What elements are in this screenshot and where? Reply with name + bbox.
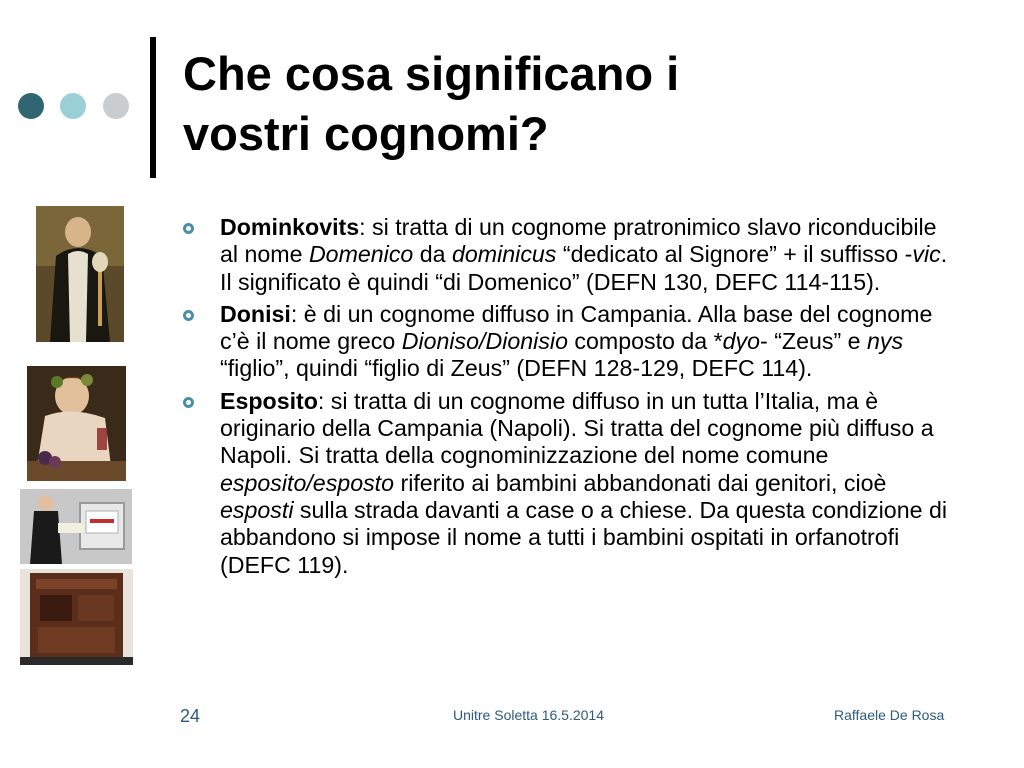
decorative-dot-2 xyxy=(60,93,86,119)
foundling-wheel-photo xyxy=(20,489,132,564)
italic-term: esposti xyxy=(220,496,294,523)
title-divider xyxy=(150,37,156,178)
italic-term: Domenico xyxy=(308,241,414,268)
bullet-text: “figlio”, quindi “figlio di Zeus” (DEFN 128-129, DEFC 114). xyxy=(220,355,813,382)
bullet-marker-icon xyxy=(183,310,194,321)
bullet-text: da xyxy=(413,241,453,268)
italic-term: dominicus xyxy=(452,241,557,268)
bullet-item xyxy=(183,214,953,296)
bullet-marker-icon xyxy=(183,223,194,234)
italic-term: vic xyxy=(912,241,941,268)
surname-term: Donisi xyxy=(220,300,291,327)
bullet-text: : si tratta di un cognome diffuso in un tutta l’Italia, ma è originario della Campania (Napoli). Si tratta del cognome più diffuso a Napoli. Si tratta della cognominizzazione del nome comune xyxy=(220,387,934,469)
foundling-wheel-cabinet-photo xyxy=(20,569,133,665)
slide-title-line-2: vostri cognomi? xyxy=(183,107,549,160)
decorative-dot-3 xyxy=(103,93,129,119)
bullet-list xyxy=(183,214,953,584)
bacchus-painting xyxy=(27,366,126,481)
decorative-dot-1 xyxy=(18,93,44,119)
page-number: 24 xyxy=(180,706,201,726)
italic-term: esposito/esposto xyxy=(220,469,395,496)
surname-term: Dominkovits xyxy=(220,214,360,240)
bullet-item xyxy=(183,301,953,383)
slide-title xyxy=(183,44,983,164)
italic-term: Dioniso/Dionisio xyxy=(401,328,568,355)
bullet-text: sulla strada davanti a case o a chiese. Da questa condizione di abbandono si impose il nome a tutti i bambini ospitati in orfanotrofi (DEFC 119). xyxy=(220,496,947,578)
bullet-text: - “Zeus” e xyxy=(760,328,867,355)
footer-center-text: Unitre Soletta 16.5.2014 xyxy=(453,707,604,723)
footer-author: Raffaele De Rosa xyxy=(834,707,945,723)
surname-term: Esposito xyxy=(220,387,318,414)
bullet-text: : è di un cognome diffuso in Campania. Alla base del cognome c’è il nome greco xyxy=(220,300,933,355)
slide-title-line-1: Che cosa significano i xyxy=(183,47,680,100)
bullet-text: riferito ai bambini abbandonati dai genitori, cioè xyxy=(394,469,887,496)
bullet-item xyxy=(183,388,953,579)
bullet-marker-icon xyxy=(183,397,194,408)
italic-term: nys xyxy=(866,328,904,355)
bullet-text: . Il significato è quindi “di Domenico” (DEFN 130, DEFC 114-115). xyxy=(220,241,948,295)
bullet-text: : si tratta di un cognome pratronimico slavo riconducibile al nome xyxy=(220,214,937,268)
saint-dominic-painting xyxy=(36,206,124,342)
bullet-text: “dedicato al Signore” + il suffisso - xyxy=(556,241,913,268)
bullet-text: composto da * xyxy=(567,328,723,355)
italic-term: dyo xyxy=(722,328,761,355)
